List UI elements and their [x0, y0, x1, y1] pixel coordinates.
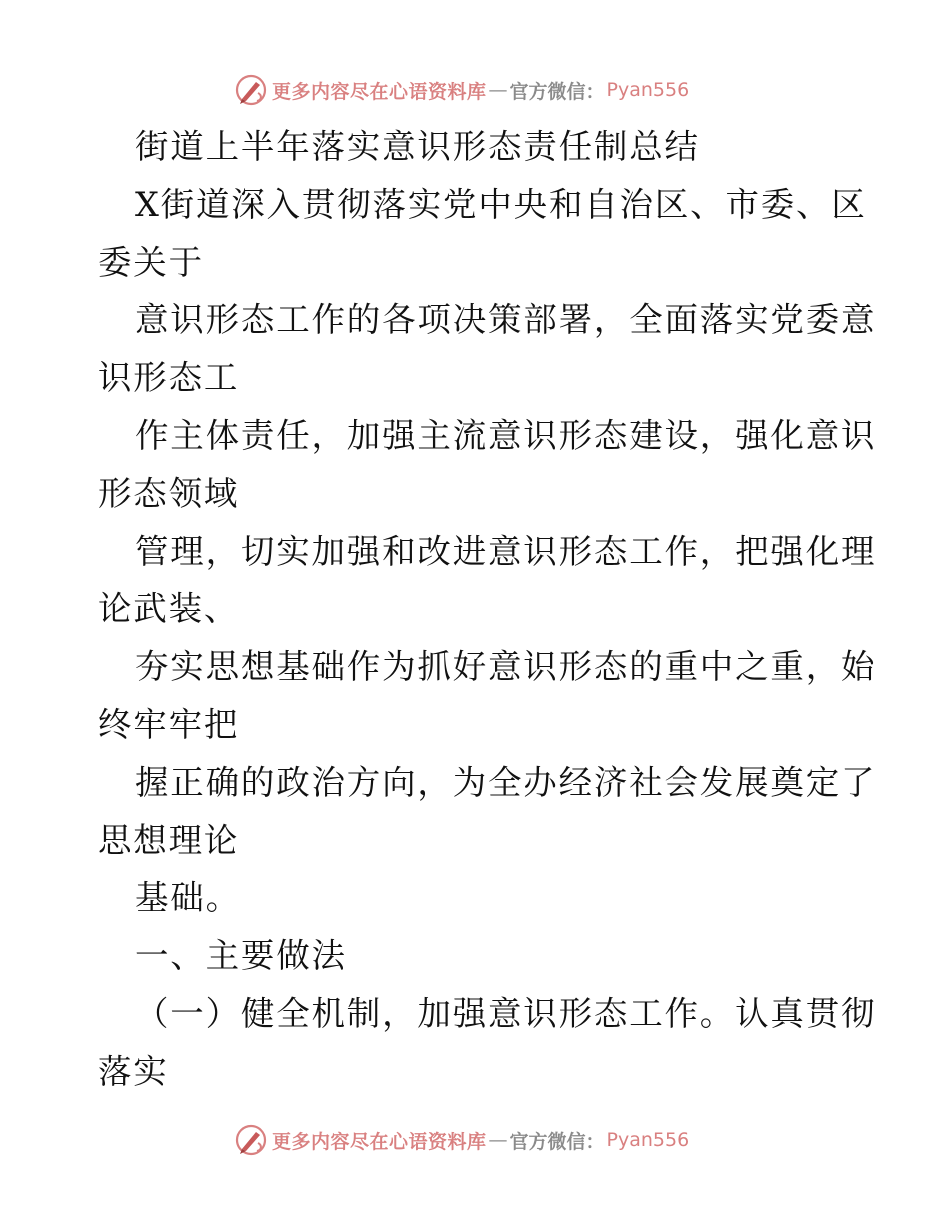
watermark-wechat-id: Pyan556 — [606, 1129, 690, 1151]
watermark-dash: — — [488, 1129, 508, 1151]
text-line: X街道深入贯彻落实党中央和自治区、市委、区 — [135, 184, 867, 224]
text-line: 管理，切实加强和改进意识形态工作，把强化理 — [135, 531, 877, 571]
footer-watermark — [234, 1122, 689, 1158]
watermark-wechat-id: Pyan556 — [606, 79, 690, 101]
text-line: 意识形态工作的各项决策部署，全面落实党委意 — [135, 300, 877, 340]
text-line: 终牢牢把 — [98, 704, 240, 744]
text-line: 委关于 — [98, 242, 204, 282]
watermark-main-text: 更多内容尽在心语资料库 — [272, 80, 487, 103]
subsection-heading: （一）健全机制，加强意识形态工作。认真贯彻 — [135, 993, 877, 1033]
document-body — [98, 118, 877, 1101]
text-line: 思想理论 — [98, 820, 240, 860]
watermark-main-text: 更多内容尽在心语资料库 — [272, 1130, 487, 1153]
text-line: 握正确的政治方向，为全办经济社会发展奠定了 — [135, 762, 877, 802]
watermark-wechat-label: 官方微信： — [509, 1130, 605, 1153]
text-line: 论武装、 — [98, 589, 240, 629]
text-line: 识形态工 — [98, 358, 240, 398]
section-heading: 一、主要做法 — [135, 936, 347, 976]
header-watermark — [234, 72, 689, 108]
text-line: 落实 — [98, 1051, 169, 1091]
text-line: 夯实思想基础作为抓好意识形态的重中之重，始 — [135, 647, 877, 687]
text-line: 基础。 — [135, 878, 241, 918]
text-line: 作主体责任，加强主流意识形态建设，强化意识 — [135, 415, 877, 455]
pen-logo-icon — [234, 1123, 268, 1157]
watermark-wechat-label: 官方微信： — [509, 80, 605, 103]
watermark-dash: — — [488, 79, 508, 101]
text-line: 形态领域 — [98, 473, 240, 513]
pen-logo-icon — [234, 73, 268, 107]
document-title: 街道上半年落实意识形态责任制总结 — [135, 127, 700, 166]
